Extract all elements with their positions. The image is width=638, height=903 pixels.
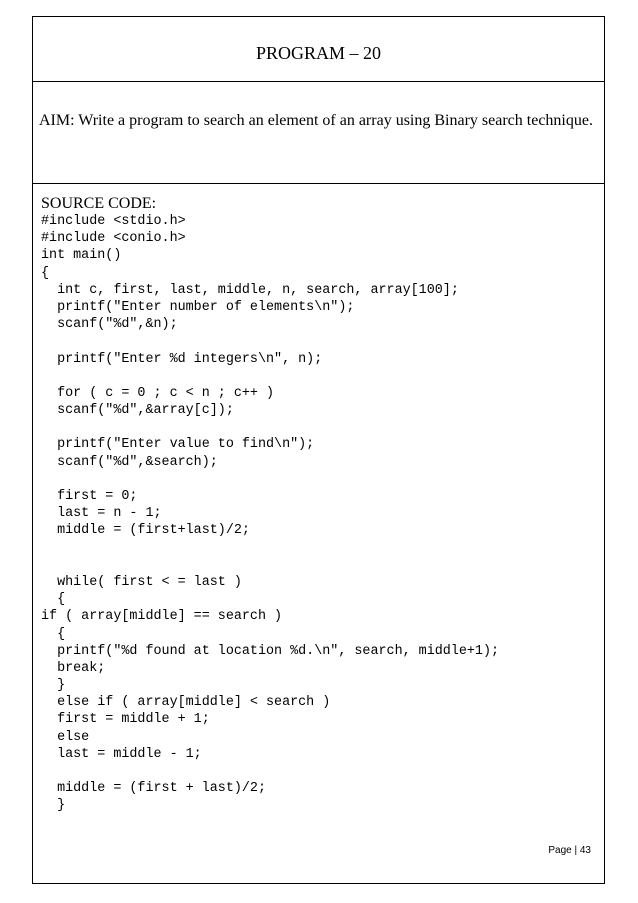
code-line: { bbox=[41, 592, 66, 608]
code-line: for ( c = 0 ; c < n ; c++ ) bbox=[41, 385, 275, 401]
code-line: last = middle - 1; bbox=[41, 746, 202, 762]
code-line: last = n - 1; bbox=[41, 506, 162, 522]
code-line bbox=[41, 763, 601, 780]
code-line: middle = (first + last)/2; bbox=[41, 781, 266, 797]
code-line: middle = (first+last)/2; bbox=[41, 523, 250, 539]
code-line bbox=[41, 471, 601, 488]
code-line: while( first < = last ) bbox=[41, 574, 242, 590]
aim-section bbox=[33, 81, 604, 184]
code-line bbox=[41, 557, 601, 574]
code-line: else if ( array[middle] < search ) bbox=[41, 695, 331, 711]
code-line: printf("%d found at location %d.\n", search, middle+1); bbox=[41, 643, 500, 659]
code-line: printf("Enter %d integers\n", n); bbox=[41, 351, 323, 367]
page-number: Page | 43 bbox=[548, 845, 591, 856]
code-line: #include <conio.h> bbox=[41, 231, 186, 247]
code-line bbox=[41, 368, 601, 385]
code-line: { bbox=[41, 626, 66, 642]
page-frame bbox=[32, 16, 605, 884]
code-line: if ( array[middle] == search ) bbox=[41, 609, 283, 625]
source-code-label: SOURCE CODE: bbox=[41, 195, 157, 212]
code-line: printf("Enter number of elements\n"); bbox=[41, 299, 355, 315]
code-line: scanf("%d",&array[c]); bbox=[41, 403, 234, 419]
program-title: PROGRAM – 20 bbox=[255, 43, 382, 63]
code-line: } bbox=[41, 678, 66, 694]
code-line: first = 0; bbox=[41, 489, 138, 504]
code-line: scanf("%d",&search); bbox=[41, 454, 218, 470]
code-line bbox=[41, 419, 601, 436]
code-line: #include <stdio.h> bbox=[41, 214, 186, 229]
code-line: first = middle + 1; bbox=[41, 712, 210, 728]
code-line bbox=[41, 333, 601, 350]
code-line: int c, first, last, middle, n, search, array[100]; bbox=[41, 282, 459, 298]
source-code-block bbox=[41, 213, 601, 815]
code-line: printf("Enter value to find\n"); bbox=[41, 437, 315, 453]
aim-text: AIM: Write a program to search an element of an array using Binary search technique. bbox=[39, 112, 593, 129]
code-line: break; bbox=[41, 660, 106, 676]
code-line: int main() bbox=[41, 248, 122, 264]
code-line: } bbox=[41, 798, 66, 814]
code-line bbox=[41, 540, 601, 557]
code-line: else bbox=[41, 729, 90, 745]
code-line: scanf("%d",&n); bbox=[41, 317, 178, 333]
program-header bbox=[33, 17, 604, 82]
code-line: { bbox=[41, 265, 50, 281]
